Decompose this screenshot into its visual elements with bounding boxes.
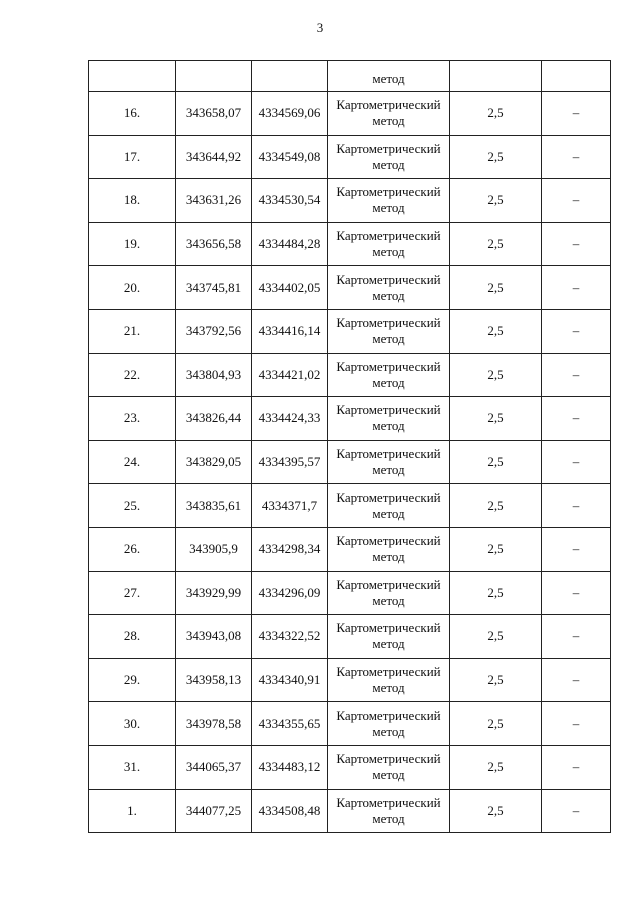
cell-y: 4334322,52: [252, 615, 328, 659]
cell-x: 344065,37: [176, 745, 252, 789]
cell-x: 343978,58: [176, 702, 252, 746]
method-line-2: метод: [372, 767, 405, 783]
method-line-1: Картометрический: [336, 271, 441, 287]
table-row: [89, 222, 611, 266]
cell-x: 344077,25: [176, 789, 252, 833]
cell-method: [328, 789, 450, 833]
cell-y: 4334483,12: [252, 745, 328, 789]
cell-accuracy: 2,5: [450, 309, 542, 353]
cell-accuracy: 2,5: [450, 702, 542, 746]
cell-accuracy: 2,5: [450, 615, 542, 659]
method-line-2: метод: [372, 549, 405, 565]
cell-num: 17.: [89, 135, 176, 179]
cell-dash: –: [542, 222, 611, 266]
method-line-2: метод: [372, 331, 405, 347]
cell-x: 343826,44: [176, 397, 252, 441]
cell-num: 18.: [89, 179, 176, 223]
cell-accuracy: 2,5: [450, 397, 542, 441]
cell-x: 343631,26: [176, 179, 252, 223]
cell-dash: –: [542, 571, 611, 615]
method-line-1: Картометрический: [336, 533, 441, 549]
cell-num: 20.: [89, 266, 176, 310]
cell-accuracy: 2,5: [450, 92, 542, 136]
cell-num: 21.: [89, 309, 176, 353]
table-row: [89, 789, 611, 833]
cell-y: 4334298,34: [252, 527, 328, 571]
cell-dash: –: [542, 309, 611, 353]
cell-method: [328, 745, 450, 789]
cell-num: 26.: [89, 527, 176, 571]
method-line-1: Картометрический: [336, 184, 441, 200]
method-line-2: метод: [372, 810, 405, 826]
table-row: [89, 397, 611, 441]
cell-x: 343905,9: [176, 527, 252, 571]
method-line-2: метод: [372, 723, 405, 739]
table-row: [89, 135, 611, 179]
table-row: [89, 353, 611, 397]
cell-dash: –: [542, 92, 611, 136]
cell-method: [328, 179, 450, 223]
cell-method: [328, 440, 450, 484]
cell-y: 4334371,7: [252, 484, 328, 528]
table-row: [89, 745, 611, 789]
cell-method: [328, 615, 450, 659]
cell-dash: –: [542, 440, 611, 484]
cell-accuracy: 2,5: [450, 440, 542, 484]
cell-accuracy: 2,5: [450, 222, 542, 266]
cell-x: 343835,61: [176, 484, 252, 528]
cell-num: 25.: [89, 484, 176, 528]
cell-x: 343943,08: [176, 615, 252, 659]
cell-method: [328, 353, 450, 397]
cell-accuracy: 2,5: [450, 484, 542, 528]
cell-num: 16.: [89, 92, 176, 136]
table-row: [89, 658, 611, 702]
cell-dash: –: [542, 702, 611, 746]
cell-accuracy: 2,5: [450, 353, 542, 397]
table-row: [89, 440, 611, 484]
table-row: [89, 615, 611, 659]
cell-y: 4334416,14: [252, 309, 328, 353]
cell-dash: –: [542, 789, 611, 833]
method-line-1: Картометрический: [336, 402, 441, 418]
cell-y: 4334569,06: [252, 92, 328, 136]
cell-dash: –: [542, 397, 611, 441]
cell-y: 4334549,08: [252, 135, 328, 179]
cell-num: 28.: [89, 615, 176, 659]
method-line-1: Картометрический: [336, 315, 441, 331]
method-line-1: Картометрический: [336, 228, 441, 244]
cell-y: 4334530,54: [252, 179, 328, 223]
cell-y: 4334340,91: [252, 658, 328, 702]
table-row: [89, 92, 611, 136]
cell-dash: –: [542, 745, 611, 789]
cell-dash: –: [542, 484, 611, 528]
cell-accuracy: 2,5: [450, 266, 542, 310]
cell-y: 4334402,05: [252, 266, 328, 310]
method-line-1: Картометрический: [336, 140, 441, 156]
cell-method: [328, 266, 450, 310]
cell-y: 4334424,33: [252, 397, 328, 441]
cell-x: 343804,93: [176, 353, 252, 397]
cell-method: [328, 527, 450, 571]
cell-x: 343792,56: [176, 309, 252, 353]
cell-accuracy: 2,5: [450, 135, 542, 179]
cell-method: [328, 222, 450, 266]
cell-accuracy: 2,5: [450, 658, 542, 702]
method-line-2: метод: [372, 113, 405, 129]
method-line-1: Картометрический: [336, 358, 441, 374]
cell-dash: –: [542, 353, 611, 397]
method-line-2: метод: [372, 156, 405, 172]
table-row: [89, 484, 611, 528]
method-line-2: метод: [372, 200, 405, 216]
cell-y: 4334421,02: [252, 353, 328, 397]
method-line-1: Картометрический: [336, 751, 441, 767]
cell-method: [328, 571, 450, 615]
cell-dash: –: [542, 527, 611, 571]
cell-num: 29.: [89, 658, 176, 702]
cell-dash: –: [542, 658, 611, 702]
table-row: [89, 527, 611, 571]
cell-accuracy: 2,5: [450, 789, 542, 833]
cell-num: 1.: [89, 789, 176, 833]
method-line-1: Картометрический: [336, 97, 441, 113]
method-line-1: Картометрический: [336, 446, 441, 462]
method-line-1: Картометрический: [336, 794, 441, 810]
method-line-1: Картометрический: [336, 707, 441, 723]
table-row: [89, 309, 611, 353]
table-row: [89, 179, 611, 223]
cell-accuracy: 2,5: [450, 745, 542, 789]
cell-x: 343658,07: [176, 92, 252, 136]
cell-dash: –: [542, 135, 611, 179]
table-row: [89, 266, 611, 310]
cell-num: 23.: [89, 397, 176, 441]
cell-method: [328, 397, 450, 441]
cell-x: 343745,81: [176, 266, 252, 310]
cell-num: 31.: [89, 745, 176, 789]
cell-num: [89, 61, 176, 92]
cell-x: 343829,05: [176, 440, 252, 484]
cell-accuracy: 2,5: [450, 571, 542, 615]
cell-num: 30.: [89, 702, 176, 746]
method-line-2: метод: [372, 374, 405, 390]
method-line-1: Картометрический: [336, 576, 441, 592]
cell-y: 4334395,57: [252, 440, 328, 484]
cell-y: 4334508,48: [252, 789, 328, 833]
cell-dash: –: [542, 615, 611, 659]
cell-num: 24.: [89, 440, 176, 484]
cell-accuracy: [450, 61, 542, 92]
cell-method: [328, 135, 450, 179]
coordinates-table: [88, 60, 611, 833]
cell-method: [328, 484, 450, 528]
cell-method: [328, 658, 450, 702]
cell-method: [328, 92, 450, 136]
cell-accuracy: 2,5: [450, 527, 542, 571]
method-line-1: Картометрический: [336, 620, 441, 636]
table-row: [89, 571, 611, 615]
method-line-2: метод: [372, 418, 405, 434]
method-line-2: метод: [372, 505, 405, 521]
page-number: 3: [316, 20, 324, 35]
cell-num: 22.: [89, 353, 176, 397]
method-line-2: метод: [372, 244, 405, 260]
table-row: [89, 702, 611, 746]
cell-x: 343644,92: [176, 135, 252, 179]
cell-y: 4334484,28: [252, 222, 328, 266]
method-line-2: метод: [372, 592, 405, 608]
cell-num: 27.: [89, 571, 176, 615]
cell-x: [176, 61, 252, 92]
method-line-2: метод: [372, 462, 405, 478]
method-line-2: метод: [372, 636, 405, 652]
method-line-2: метод: [372, 287, 405, 303]
cell-method: [328, 309, 450, 353]
cell-dash: [542, 61, 611, 92]
cell-x: 343656,58: [176, 222, 252, 266]
method-line-2: метод: [372, 680, 405, 696]
cell-x: 343958,13: [176, 658, 252, 702]
cell-accuracy: 2,5: [450, 179, 542, 223]
cell-method: [328, 702, 450, 746]
cell-y: [252, 61, 328, 92]
table-continuation-row: [89, 61, 611, 92]
cell-x: 343929,99: [176, 571, 252, 615]
cell-method: метод: [328, 61, 450, 92]
cell-y: 4334355,65: [252, 702, 328, 746]
cell-dash: –: [542, 179, 611, 223]
method-line-1: Картометрический: [336, 489, 441, 505]
cell-num: 19.: [89, 222, 176, 266]
cell-y: 4334296,09: [252, 571, 328, 615]
method-line-1: Картометрический: [336, 664, 441, 680]
cell-dash: –: [542, 266, 611, 310]
